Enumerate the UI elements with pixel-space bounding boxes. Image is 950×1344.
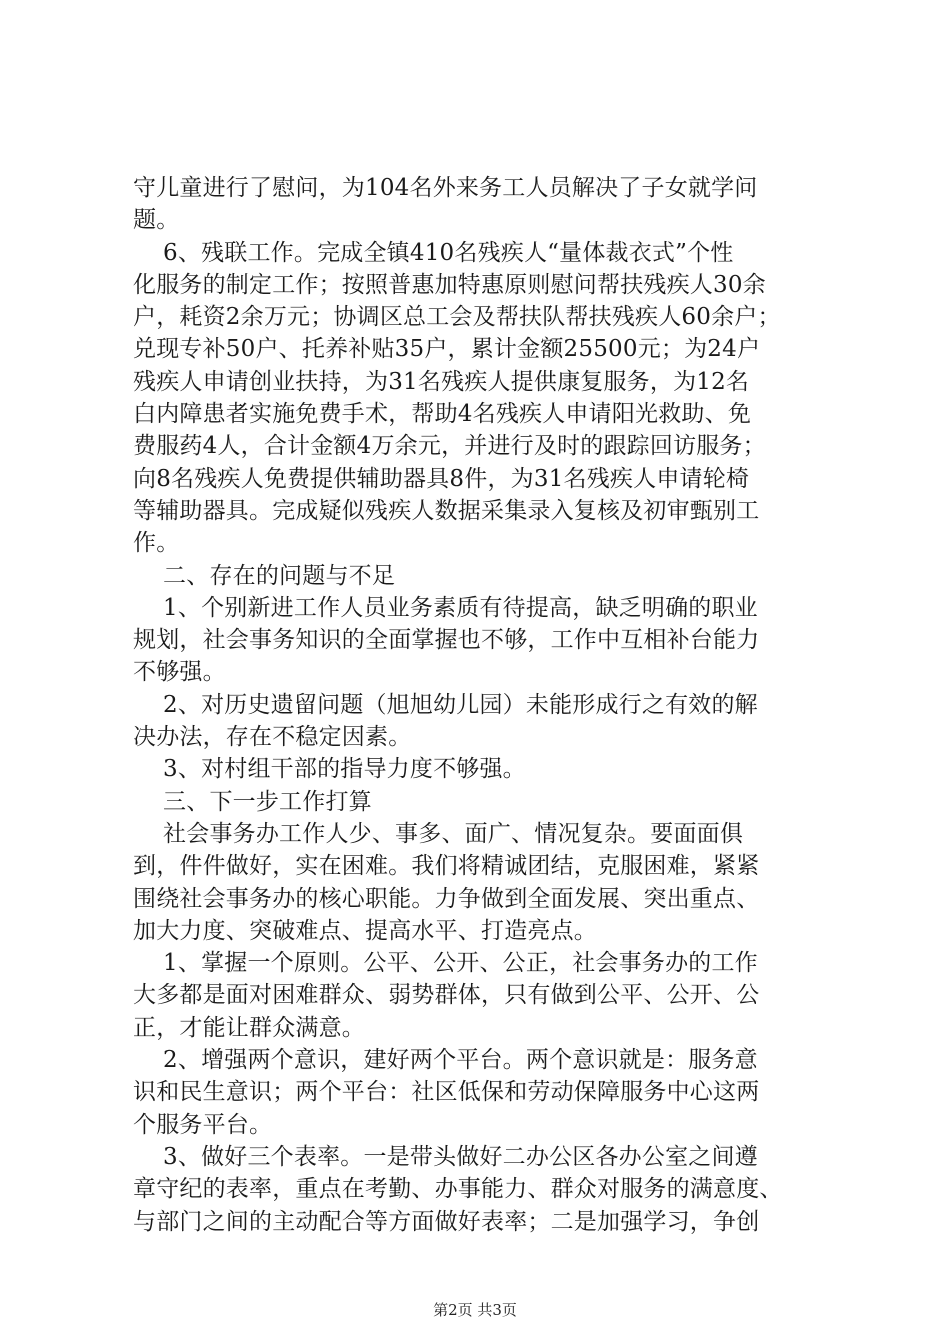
text-line: 2、对历史遗留问题（旭旭幼儿园）未能形成行之有效的解 [133, 691, 758, 718]
document-body [133, 172, 833, 1238]
text-line: 1、个别新进工作人员业务素质有待提高，缺乏明确的职业 [133, 594, 758, 621]
text-line: 章守纪的表率，重点在考勤、办事能力、群众对服务的满意度、 [133, 1176, 783, 1203]
page-footer: 第2页 共3页 [433, 1301, 517, 1319]
text-line: 题。 [133, 207, 180, 234]
text-line: 户，耗资2余万元；协调区总工会及帮扶队帮扶残疾人60余户； [133, 304, 781, 331]
text-line: 3、对村组干部的指导力度不够强。 [133, 756, 526, 783]
text-line: 二、存在的问题与不足 [133, 562, 396, 589]
text-line: 作。 [133, 530, 180, 557]
text-line: 规划，社会事务知识的全面掌握也不够，工作中互相补台能力 [133, 627, 760, 654]
text-line: 化服务的制定工作；按照普惠加特惠原则慰问帮扶残疾人30余 [133, 271, 766, 298]
text-line: 不够强。 [133, 659, 226, 686]
text-line: 决办法，存在不稳定因素。 [133, 724, 412, 751]
text-line: 正，才能让群众满意。 [133, 1014, 365, 1041]
text-line: 费服药4人，合计金额4万余元，并进行及时的跟踪回访服务； [133, 433, 766, 460]
text-line: 3、做好三个表率。一是带头做好二办公区各办公室之间遵 [133, 1143, 758, 1170]
text-line: 白内障患者实施免费手术，帮助4名残疾人申请阳光救助、免 [133, 401, 752, 428]
text-line: 1、掌握一个原则。公平、公开、公正，社会事务办的工作 [133, 950, 758, 977]
text-line: 三、下一步工作打算 [133, 788, 372, 815]
text-line: 个服务平台。 [133, 1111, 273, 1138]
text-line: 与部门之间的主动配合等方面做好表率；二是加强学习，争创 [133, 1208, 760, 1235]
text-line: 社会事务办工作人少、事多、面广、情况复杂。要面面俱 [133, 820, 744, 847]
text-line: 识和民生意识；两个平台：社区低保和劳动保障服务中心这两 [133, 1079, 760, 1106]
text-line: 兑现专补50户、托养补贴35户，累计金额25500元；为24户 [133, 336, 761, 363]
text-line: 向8名残疾人免费提供辅助器具8件，为31名残疾人申请轮椅 [133, 465, 750, 492]
text-line: 加大力度、突破难点、提高水平、打造亮点。 [133, 917, 597, 944]
text-line: 6、残联工作。完成全镇410名残疾人“量体裁衣式”个性 [133, 239, 734, 266]
text-line: 残疾人申请创业扶持，为31名残疾人提供康复服务，为12名 [133, 368, 750, 395]
text-line: 守儿童进行了慰问，为104名外来务工人员解决了子女就学问 [133, 175, 758, 201]
text-line: 大多都是面对困难群众、弱势群体，只有做到公平、公开、公 [133, 982, 760, 1009]
text-line: 到，件件做好，实在困难。我们将精诚团结，克服困难，紧紧 [133, 853, 760, 880]
text-line: 2、增强两个意识，建好两个平台。两个意识就是：服务意 [133, 1047, 758, 1074]
text-line: 围绕社会事务办的核心职能。力争做到全面发展、突出重点、 [133, 885, 760, 912]
text-line: 等辅助器具。完成疑似残疾人数据采集录入复核及初审甄别工 [133, 497, 760, 524]
